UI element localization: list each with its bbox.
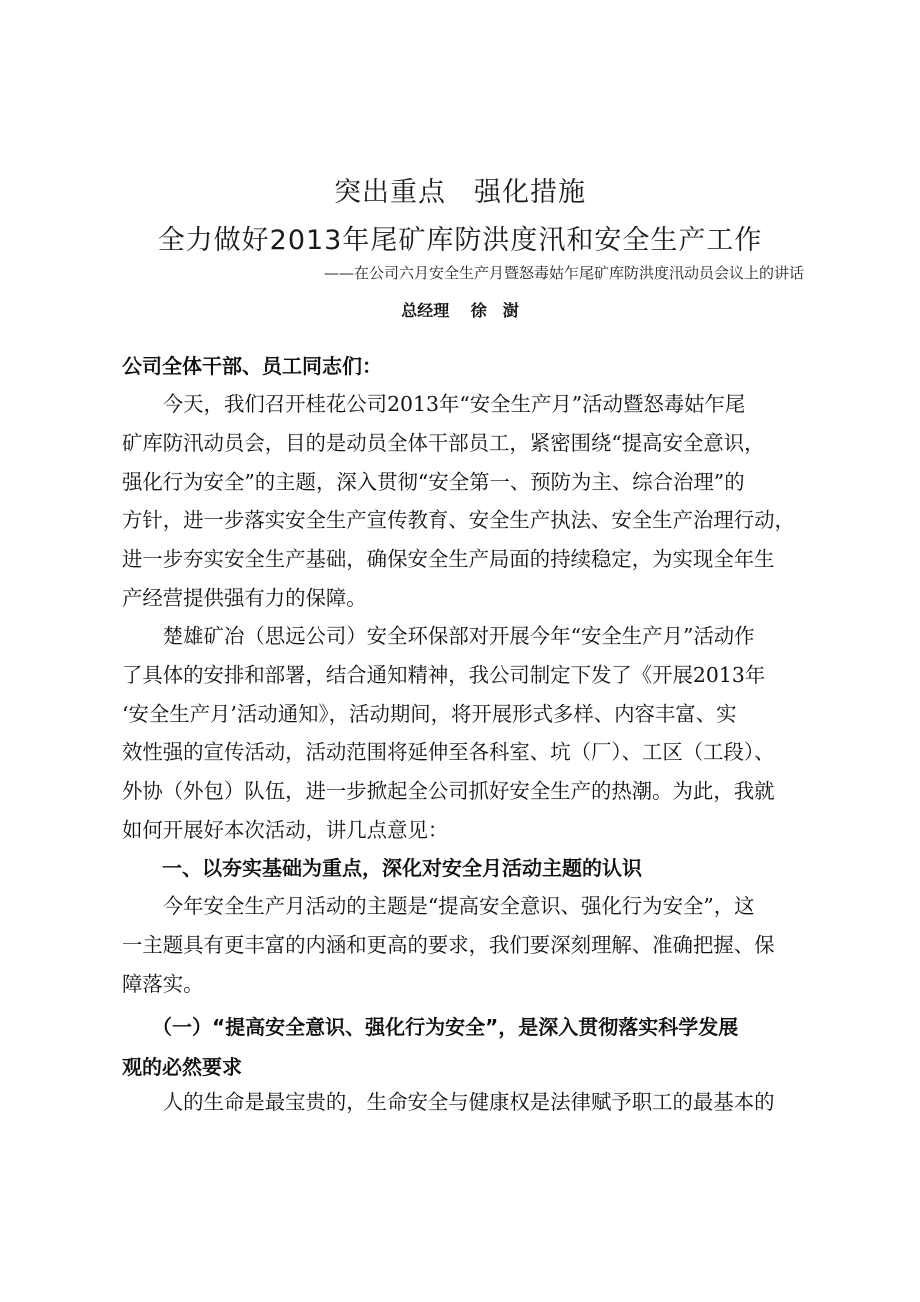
paragraph-line: 障落实。	[122, 971, 204, 996]
paragraph-line: 一主题具有更丰富的内涵和更高的要求，我们要深刻理解、准确把握、保	[122, 932, 775, 957]
paragraph-line: 今天，我们召开桂花公司2013年“安全生产月”活动暨怒毒姑乍尾	[122, 392, 746, 416]
title-line-1: 突出重点 强化措施	[334, 177, 586, 208]
paragraph-line: 楚雄矿冶（思远公司）安全环保部对开展今年“安全生产月”活动作	[122, 624, 755, 648]
paragraph-line: 方针，进一步落实安全生产宣传教育、安全生产执法、安全生产治理行动，	[122, 508, 795, 533]
paragraph-line: 今年安全生产月活动的主题是“提高安全意识、强化行为安全”，这	[122, 894, 755, 918]
paragraph-3	[122, 887, 806, 1003]
author-line: 总经理 徐 澍	[401, 301, 519, 320]
paragraph-1	[122, 385, 806, 618]
section-heading-1: 一、以夯实基础为重点，深化对安全月活动主题的认识	[162, 856, 642, 880]
paragraph-line: 人的生命是最宝贵的，生命安全与健康权是法律赋予职工的最基本的	[122, 1090, 775, 1114]
heading-line: 观的必然要求	[122, 1055, 242, 1079]
heading-line: （一）“提高安全意识、强化行为安全”，是深入贯彻落实科学发展	[122, 1015, 739, 1039]
subsection-heading-1	[122, 1007, 806, 1087]
paragraph-line: 如何开展好本次活动，讲几点意见：	[122, 817, 449, 842]
paragraph-line: 产经营提供强有力的保障。	[122, 585, 367, 610]
paragraph-line: 了具体的安排和部署，结合通知精神，我公司制定下发了《开展2013年	[122, 662, 766, 687]
paragraph-line: 外协（外包）队伍，进一步掀起全公司抓好安全生产的热潮。为此，我就	[122, 779, 775, 804]
title-line-2: 全力做好2013年尾矿库防洪度汛和安全生产工作	[157, 225, 763, 256]
paragraph-line: 进一步夯实安全生产基础，确保安全生产局面的持续稳定，为实现全年生	[122, 547, 775, 572]
paragraph-line: 效性强的宣传活动，活动范围将延伸至各科室、坑（厂）、工区（工段）、	[122, 740, 775, 765]
paragraph-line: 强化行为安全”的主题，深入贯彻“安全第一、预防为主、综合治理”的	[122, 469, 745, 494]
subtitle: ——在公司六月安全生产月暨怒毒姑乍尾矿库防洪度汛动员会议上的讲话	[323, 264, 804, 282]
paragraph-line: ‘安全生产月’活动通知》，活动期间，将开展形式多样、内容丰富、实	[122, 701, 737, 726]
paragraph-line: 矿库防汛动员会，目的是动员全体干部员工，紧密围绕“提高安全意识，	[122, 430, 765, 455]
greeting: 公司全体干部、员工同志们：	[122, 354, 382, 378]
paragraph-2	[122, 617, 806, 850]
paragraph-4	[122, 1083, 806, 1122]
